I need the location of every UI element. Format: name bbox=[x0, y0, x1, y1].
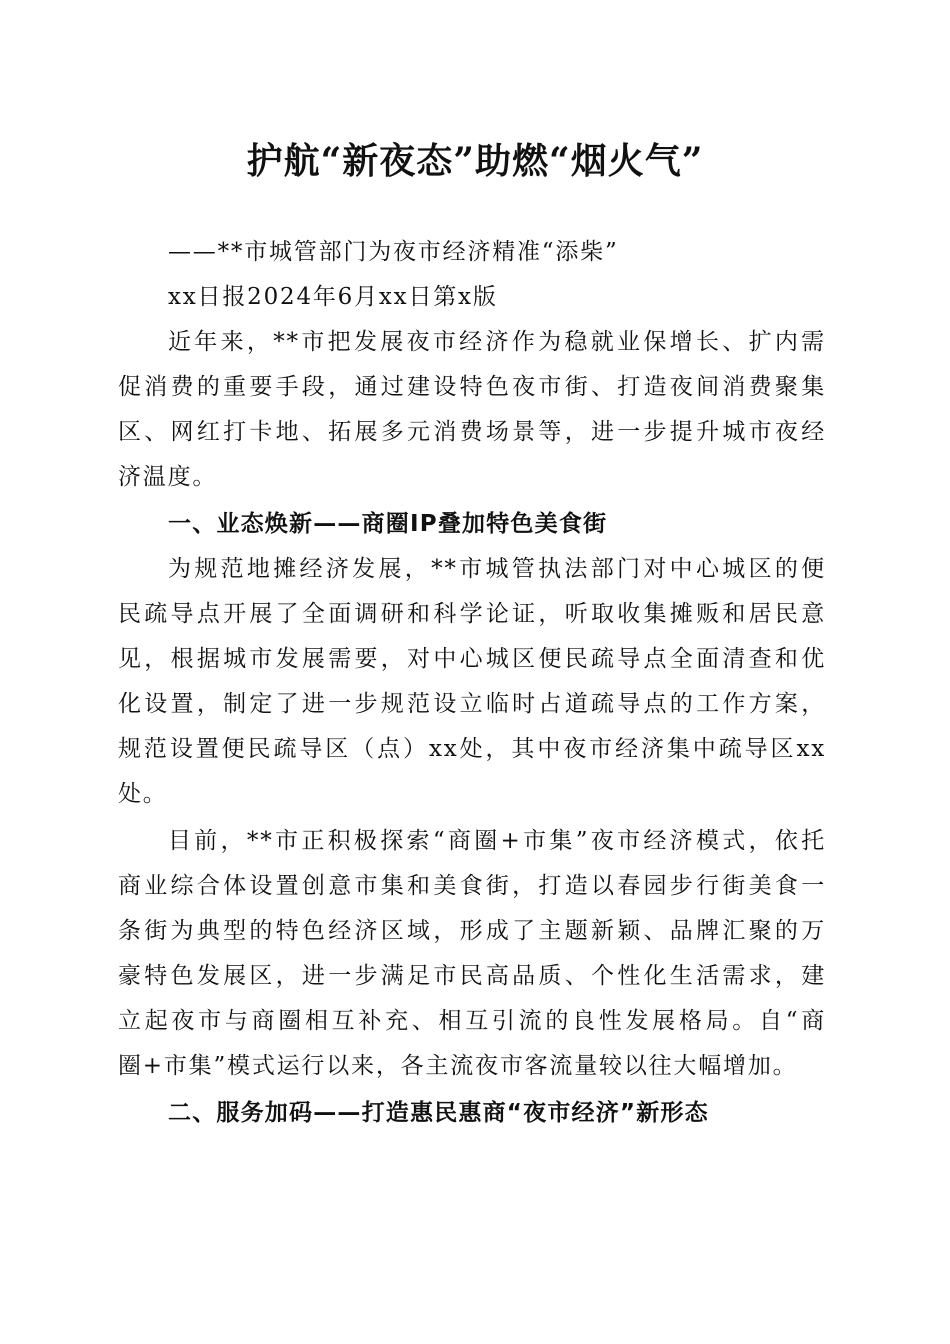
paragraph-section1-a bbox=[118, 547, 826, 817]
paragraph-line: 圈+市集”模式运行以来，各主流夜市客流量较以往大幅增加。 bbox=[118, 1053, 798, 1079]
paragraph-line: 为规范地摊经济发展，**市城管执法部门对中心城区的便 bbox=[168, 556, 826, 582]
paragraph-line: 见，根据城市发展需要，对中心城区便民疏导点全面清查和优 bbox=[118, 646, 826, 672]
paragraph-line: 豪特色发展区，进一步满足市民高品质、个性化生活需求，建 bbox=[118, 963, 826, 989]
paragraph-line: 目前，**市正积极探索“商圈+市集”夜市经济模式，依托 bbox=[168, 828, 826, 854]
paragraph-line: 商业综合体设置创意市集和美食街，打造以春园步行街美食一 bbox=[118, 873, 826, 899]
paragraph-line: 化设置，制定了进一步规范设立临时占道疏导点的工作方案， bbox=[118, 691, 826, 717]
paragraph-line: 条街为典型的特色经济区域，形成了主题新颖、品牌汇聚的万 bbox=[118, 918, 826, 944]
paragraph-line: 近年来，**市把发展夜市经济作为稳就业保增长、扩内需 bbox=[168, 329, 826, 355]
document-subtitle: ——**市城管部门为夜市经济精准“添柴” bbox=[168, 239, 619, 265]
document-source: xx日报2024年6月xx日第x版 bbox=[168, 284, 498, 310]
paragraph-line: 区、网红打卡地、拓展多元消费场景等，进一步提升城市夜经 bbox=[118, 419, 826, 445]
paragraph-line: 规范设置便民疏导区（点）xx处，其中夜市经济集中疏导区xx bbox=[118, 736, 826, 762]
section-heading-1: 一、业态焕新——商圈IP叠加特色美食街 bbox=[168, 511, 608, 537]
paragraph-line: 促消费的重要手段，通过建设特色夜市街、打造夜间消费聚集 bbox=[118, 374, 826, 400]
paragraph-line: 立起夜市与商圈相互补充、相互引流的良性发展格局。自“商 bbox=[118, 1008, 826, 1034]
document-title: 护航“新夜态”助燃“烟火气” bbox=[246, 140, 704, 182]
document-body bbox=[118, 230, 826, 1136]
paragraph-line: 民疏导点开展了全面调研和科学论证，听取收集摊贩和居民意 bbox=[118, 601, 826, 627]
paragraph-line: 济温度。 bbox=[118, 464, 218, 490]
paragraph-line: 处。 bbox=[118, 781, 168, 807]
paragraph-intro bbox=[118, 320, 826, 500]
section-heading-2: 二、服务加码——打造惠民惠商“夜市经济”新形态 bbox=[168, 1100, 709, 1126]
paragraph-section1-b bbox=[118, 819, 826, 1089]
